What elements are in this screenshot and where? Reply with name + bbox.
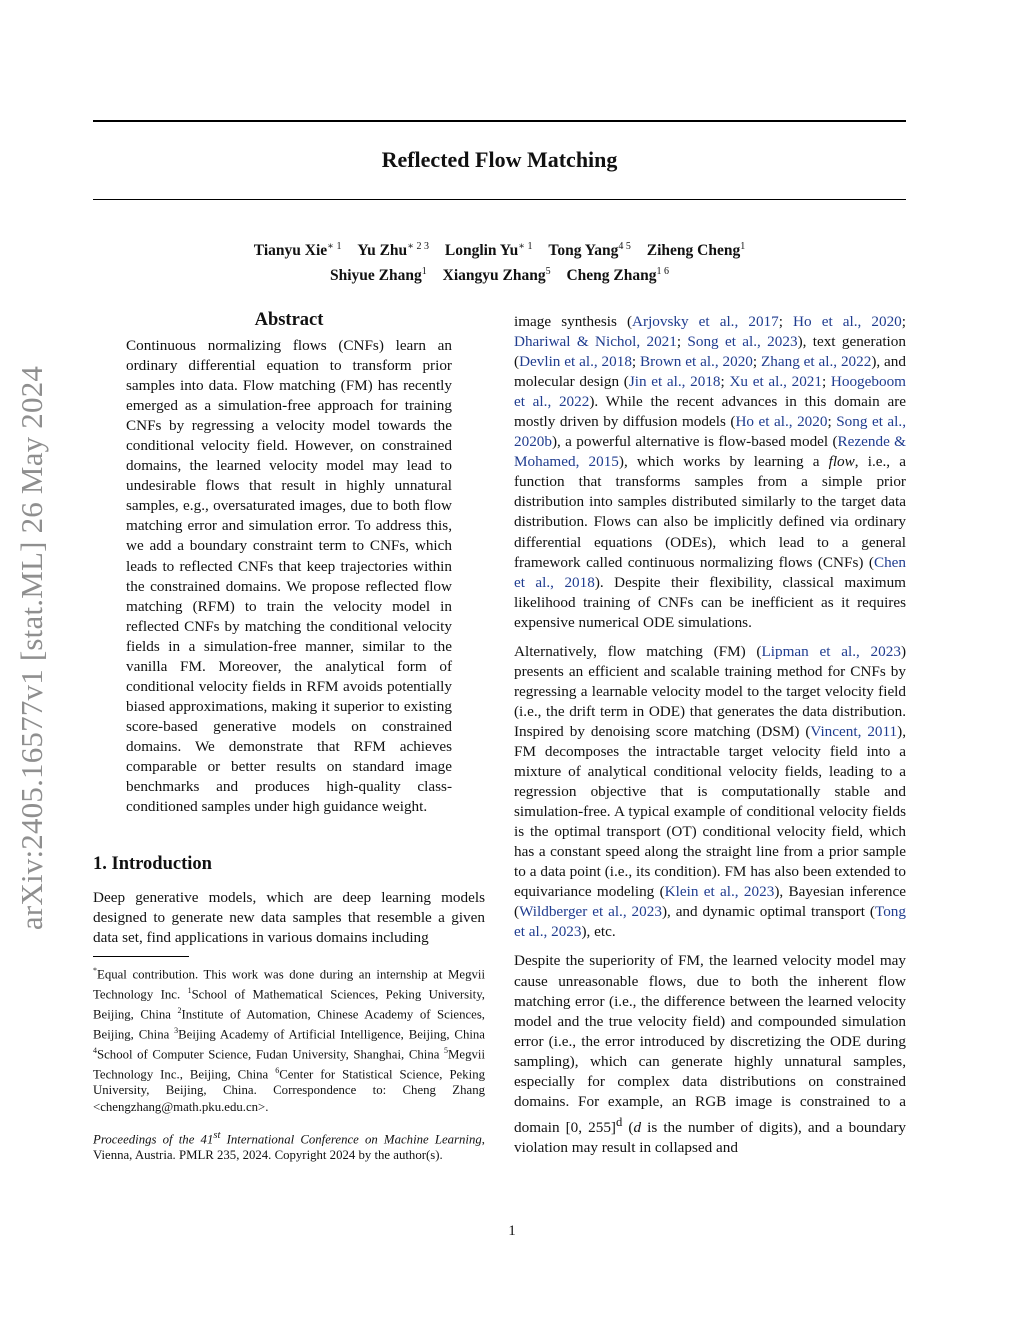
citation-link[interactable]: Jin et al., 2018 [628, 373, 721, 391]
abstract-heading: Abstract [254, 310, 324, 330]
paper-title: Reflected Flow Matching [381, 147, 618, 172]
citation-link[interactable]: Xu et al., 2021 [729, 373, 822, 391]
citation-link[interactable]: Song et al., 2020b [514, 413, 906, 451]
affiliations-footnote: *Equal contribution. This work was done during an internship at Megvii Technology Inc. $^1$School of Mathematical Sciences, Peking University, Beijing, China $^2$Institute of Automation, Chinese Academy of Sciences, Beijing, China $^3$Beijing Academy of Artificial Intelligence, Beijing, China $^4$School of Computer Science, Fudan University, Shanghai, China $^5$Megvii Technology Inc., Beijing, China $^6$Center for Statistical Science, Peking University, Beijing, China. Correspondence to: Cheng Zhang <chengzhang@math.pku.edu.cn>. [93, 966, 486, 1115]
author: Ziheng Cheng$^1$ [646, 241, 746, 260]
author-line-1 [93, 236, 906, 261]
citation-link[interactable]: Rezende & Mohamed, 2015 [514, 433, 906, 471]
title-rule-bottom [93, 199, 906, 200]
abstract-text: Continuous normalizing flows (CNFs) learn an ordinary differential equation to transform prior samples into data. Flow matching (FM) has recently emerged as a simulation-free approach for training CNFs by regressing a velocity model towards the conditional velocity field. However, on constrained domains, the learned velocity model may lead to undesirable flows that result in highly unnatural samples, e.g., oversaturated images, due to both flow matching error and simulation error. To address this, we add a boundary constraint term to CNFs, which leads to reflected CNFs that keep trajectories within the constrained domains. We propose reflected flow matching (RFM) to train the velocity model in reflected CNFs by matching the conditional velocity fields in a simulation-free manner, similar to the vanilla FM. Moreover, the analytical form of conditional velocity fields in RFM avoids potentially biased approximations, making it superior to existing score-based generative models on constrained domains. We demonstrate that RFM achieves comparable or better results on standard image benchmarks and produces high-quality class-conditioned samples under high guidance weight. [126, 337, 452, 816]
citation-link[interactable]: Devlin et al., 2018 [519, 353, 632, 371]
citation-link[interactable]: Chen et al., 2018 [514, 553, 906, 591]
citation-link[interactable]: Arjovsky et al., 2017 [632, 313, 779, 330]
author: Cheng Zhang$^{1 6}$ [566, 266, 669, 285]
author: Longlin $Yu^{∗ 1}$ [444, 241, 533, 260]
citation-link[interactable]: Tong et al., 2023 [514, 903, 906, 941]
page-number: 1 [508, 1223, 516, 1239]
section-heading-introduction: 1. Introduction [93, 854, 212, 875]
intro-paragraph-left: Deep generative models, which are deep learning models designed to generate new data samples that resemble a given data set, find applications in various domains including [93, 889, 485, 947]
author-block [93, 236, 906, 286]
intro-paragraph: Despite the superiority of FM, the learned velocity model may cause unreasonable flows, due to both the inherent flow matching error (i.e., the difference between the learned velocity model and the true velocity field) and compounded simulation error (i.e., the error introduced by discretizing the ODE during sampling), which can generate highly unnatural samples, especially for complex data distributions on constrained domains. For example, an RGB image is constrained to a domain [0, 255]$^d$ (d is the number of digits), and a boundary violation may result in collapsed and [514, 952, 907, 1156]
citation-link[interactable]: Ho et al., 2020 [793, 313, 902, 330]
citation-link[interactable]: Wildberger et al., 2023 [519, 903, 662, 921]
citation-link[interactable]: Hoogeboom et al., 2022 [514, 373, 906, 411]
title-rule-top [93, 120, 906, 122]
proceedings-note: Proceedings of the 41st International Conference on Machine Learning, Vienna, Austria. PMLR 235, 2024. Copyright 2024 by the author(s). [93, 1129, 485, 1163]
arxiv-stamp: arXiv:2405.16577v1 [stat.ML] 26 May 2024 [14, 365, 49, 931]
citation-link[interactable]: Klein et al., 2023 [664, 883, 775, 901]
citation-link[interactable]: Ho et al., 2020 [735, 413, 828, 431]
author: Shiyue Zhang$^1$ [330, 266, 427, 285]
citation-link[interactable]: Dhariwal & Nichol, 2021 [514, 333, 677, 351]
citation-link[interactable]: Zhang et al., 2022 [761, 353, 872, 371]
citation-link[interactable]: Brown et al., 2020 [640, 353, 753, 371]
right-column [514, 312, 906, 1158]
intro-paragraph: Alternatively, flow matching (FM) (Lipman et al., 2023) presents an efficient and scalable training method for CNFs by regressing a learnable velocity model to the target velocity field (i.e., the drift term in ODE) that generates the data distribution. Inspired by denoising score matching (DSM) (Vincent, 2011), FM decomposes the intractable target velocity field into a mixture of analytical conditional velocity fields, leading to a regression objective that is computationally stable and simulation-free. A typical example of conditional velocity fields is the optimal transport (OT) conditional velocity field, which has a constant speed along the straight line from a prior sample to a data point (i.e., its condition). FM has also been extended to equivariance modeling (Klein et al., 2023), Bayesian inference (Wildberger et al., 2023), and dynamic optimal transport (Tong et al., 2023), etc. [514, 642, 906, 941]
author: Tianyu Xie$^{∗ 1}$ [253, 241, 342, 260]
citation-link[interactable]: Vincent, 2011 [810, 722, 898, 740]
citation-link[interactable]: Lipman et al., 2023 [761, 642, 901, 660]
author: Tong Yang$^{4 5}$ [548, 241, 631, 260]
footnote-rule [93, 956, 189, 957]
author: Xiangyu Zhang$^5$ [442, 266, 551, 285]
author: Yu Zhu$^{∗ 2 3}$ [357, 241, 429, 260]
intro-paragraph: image synthesis (Arjovsky et al., 2017; Ho et al., 2020; Dhariwal & Nichol, 2021; Song et al., 2023), text generation (Devlin et al., 2018; Brown et al., 2020; Zhang et al., 2022), and molecular design (Jin et al., 2018; Xu et al., 2021; Hoogeboom et al., 2022). While the recent advances in this domain are mostly driven by diffusion models (Ho et al., 2020; Song et al., 2020b), a powerful alternative is flow-based model (Rezende & Mohamed, 2015), which works by learning a flow, i.e., a function that transforms samples from a simple prior distribution into samples distributed similarly to the target data distribution. Flows can also be implicitly defined via ordinary differential equations (ODEs), which lead to a general framework called continuous normalizing flows (CNFs) (Chen et al., 2018). Despite their flexibility, classical maximum likelihood training of CNFs can be inefficient as it requires expensive numerical ODE simulations. [514, 313, 906, 631]
left-column [93, 310, 485, 1164]
citation-link[interactable]: Song et al., 2023 [687, 333, 798, 351]
author-line-2 [93, 261, 906, 286]
